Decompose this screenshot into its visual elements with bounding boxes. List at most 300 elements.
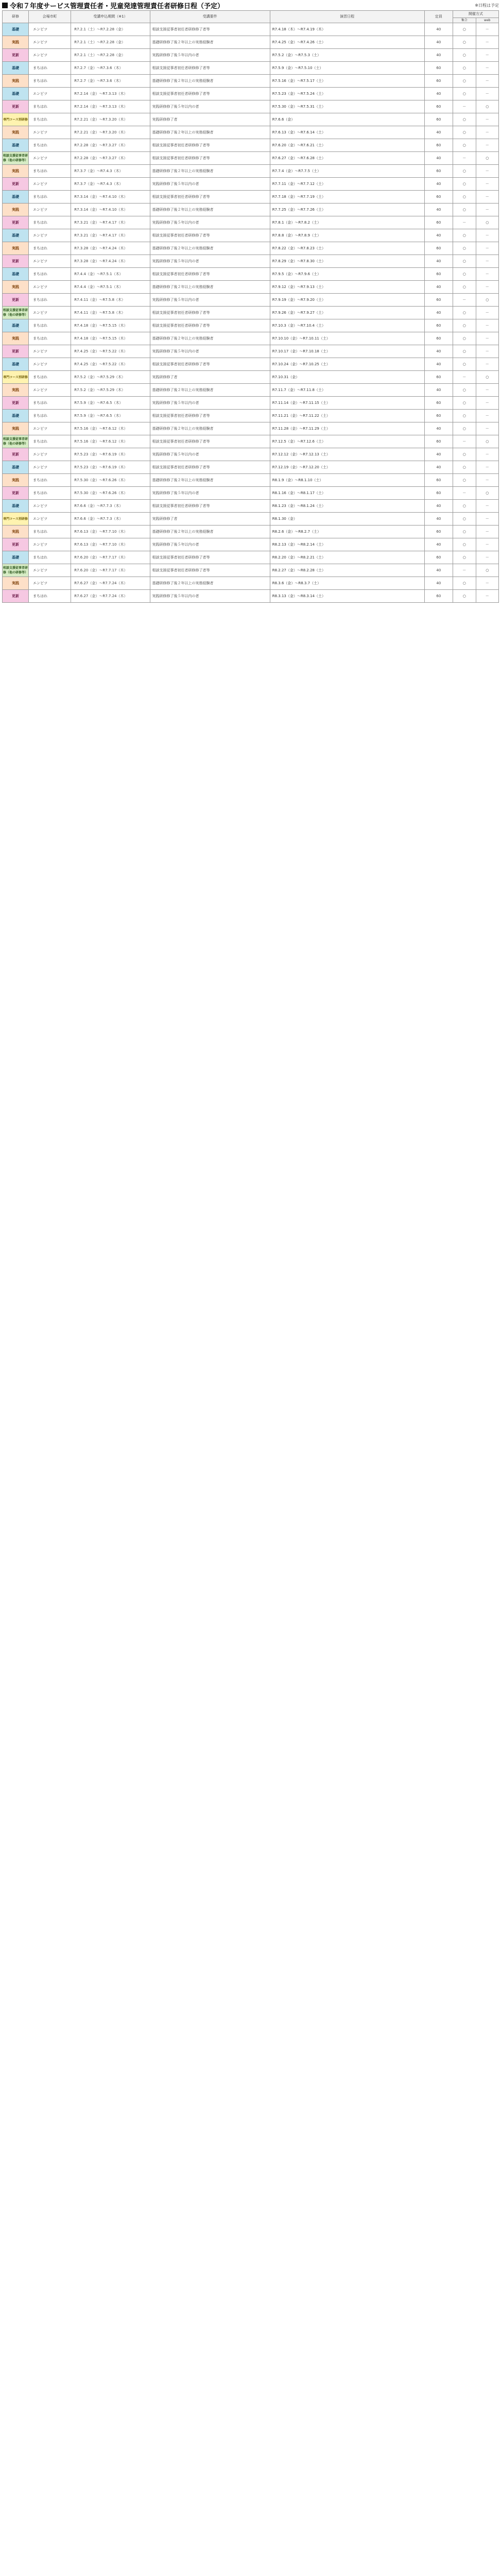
table-row	[3, 410, 499, 422]
format-a-cell: ○	[453, 281, 476, 294]
condition-cell: 相談支援従事者初任者研修修了者等	[150, 564, 270, 577]
city-cell: エンピツ	[29, 23, 71, 36]
table-row	[3, 113, 499, 126]
condition-cell: 相談支援従事者初任者研修修了者等	[150, 358, 270, 371]
condition-cell: 基礎研修修了後２年以上の実務経験者	[150, 526, 270, 538]
dates-cell: R7.10.17（金）～R7.10.18（土）	[270, 345, 424, 358]
category-cell: 更新	[3, 397, 29, 410]
condition-cell: 実践研修修了後５年以内の者	[150, 294, 270, 307]
city-cell: まちはれ	[29, 216, 71, 229]
schedule-table	[2, 10, 499, 603]
period-cell: R7.6.27（金）～R7.7.24（木）	[71, 590, 150, 603]
dates-cell: R7.11.7（金）～R7.11.8（土）	[270, 384, 424, 397]
category-cell: 実践	[3, 281, 29, 294]
dates-cell: R7.9.19（金）～R7.9.20（土）	[270, 294, 424, 307]
table-row	[3, 564, 499, 577]
table-row	[3, 487, 499, 500]
category-cell: 実践	[3, 422, 29, 435]
table-row	[3, 216, 499, 229]
dates-cell: R7.11.21（金）～R7.11.22（土）	[270, 410, 424, 422]
capacity-cell: 60	[424, 371, 453, 384]
col-capacity: 定員	[424, 11, 453, 23]
city-cell: まちはれ	[29, 165, 71, 178]
city-cell: まちはれ	[29, 139, 71, 152]
dates-cell: R7.4.25（金）～R7.4.26（土）	[270, 36, 424, 49]
format-b-cell: ○	[476, 487, 498, 500]
capacity-cell: 40	[424, 49, 453, 62]
period-cell: R7.3.7（金）～R7.4.3（木）	[71, 165, 150, 178]
category-cell: 相談支援従事者研修（他の研修等）	[3, 152, 29, 165]
dates-cell: R7.6.13（金）～R7.6.14（土）	[270, 126, 424, 139]
format-a-cell: ○	[453, 268, 476, 281]
category-cell: 相談支援従事者研修（他の研修等）	[3, 307, 29, 319]
city-cell: まちはれ	[29, 526, 71, 538]
capacity-cell: 60	[424, 474, 453, 487]
category-cell: 更新	[3, 294, 29, 307]
category-cell: 更新	[3, 100, 29, 113]
period-cell: R7.6.13（金）～R7.7.10（木）	[71, 538, 150, 551]
table-row	[3, 242, 499, 255]
capacity-cell: 60	[424, 410, 453, 422]
dates-cell: R7.9.5（金）～R7.9.6（土）	[270, 268, 424, 281]
period-cell: R7.3.28（金）～R7.4.24（木）	[71, 255, 150, 268]
period-cell: R7.2.1（土）～R7.2.28（金）	[71, 23, 150, 36]
dates-cell: R7.8.29（金）～R7.8.30（土）	[270, 255, 424, 268]
city-cell: エンピツ	[29, 358, 71, 371]
category-cell: 更新	[3, 255, 29, 268]
dates-cell: R7.10.24（金）～R7.10.25（土）	[270, 358, 424, 371]
table-row	[3, 513, 499, 526]
col-period: 受講申込期間（※1）	[71, 11, 150, 23]
category-cell: 基礎	[3, 62, 29, 75]
category-cell: 基礎	[3, 551, 29, 564]
city-cell: エンピツ	[29, 49, 71, 62]
dates-cell: R8.1.23（金）～R8.1.24（土）	[270, 500, 424, 513]
condition-cell: 基礎研修修了後２年以上の実務経験者	[150, 75, 270, 88]
format-a-cell: ○	[453, 307, 476, 319]
category-cell: 更新	[3, 590, 29, 603]
format-a-cell: ○	[453, 397, 476, 410]
format-b-cell: －	[476, 165, 498, 178]
format-a-cell: ○	[453, 126, 476, 139]
capacity-cell: 40	[424, 422, 453, 435]
period-cell: R7.2.28（金）～R7.3.27（木）	[71, 152, 150, 165]
condition-cell: 相談支援従事者初任者研修修了者等	[150, 551, 270, 564]
condition-cell: 相談支援従事者初任者研修修了者等	[150, 435, 270, 448]
table-row	[3, 500, 499, 513]
city-cell: エンピツ	[29, 152, 71, 165]
period-cell: R7.3.21（金）～R7.4.17（木）	[71, 229, 150, 242]
condition-cell: 基礎研修修了後２年以上の実務経験者	[150, 126, 270, 139]
period-cell: R7.3.14（金）～R7.4.10（木）	[71, 204, 150, 216]
format-b-cell: －	[476, 319, 498, 332]
format-a-cell: ○	[453, 500, 476, 513]
period-cell: R7.4.4（金）～R7.5.1（木）	[71, 281, 150, 294]
condition-cell: 基礎研修修了後２年以上の実務経験者	[150, 332, 270, 345]
table-row	[3, 448, 499, 461]
capacity-cell: 60	[424, 590, 453, 603]
table-row	[3, 204, 499, 216]
table-row	[3, 551, 499, 564]
period-cell: R7.6.6（金）～R7.7.3（木）	[71, 500, 150, 513]
category-cell: 専門コース別研修	[3, 513, 29, 526]
format-b-cell: －	[476, 538, 498, 551]
table-row	[3, 23, 499, 36]
category-cell: 実践	[3, 242, 29, 255]
capacity-cell: 60	[424, 268, 453, 281]
category-cell: 更新	[3, 345, 29, 358]
capacity-cell: 60	[424, 294, 453, 307]
table-row	[3, 307, 499, 319]
capacity-cell: 40	[424, 152, 453, 165]
condition-cell: 相談支援従事者初任者研修修了者等	[150, 191, 270, 204]
table-row	[3, 191, 499, 204]
city-cell: エンピツ	[29, 513, 71, 526]
period-cell: R7.5.23（金）～R7.6.19（木）	[71, 448, 150, 461]
format-b-cell: －	[476, 577, 498, 590]
table-row	[3, 371, 499, 384]
table-row	[3, 435, 499, 448]
category-cell: 実践	[3, 165, 29, 178]
table-row	[3, 384, 499, 397]
format-b-cell: －	[476, 204, 498, 216]
category-cell: 実践	[3, 36, 29, 49]
format-a-cell: －	[453, 435, 476, 448]
category-cell: 専門コース別研修	[3, 371, 29, 384]
period-cell: R7.6.27（金）～R7.7.24（木）	[71, 577, 150, 590]
city-cell: エンピツ	[29, 229, 71, 242]
dates-cell: R7.6.6（金）	[270, 113, 424, 126]
table-row	[3, 474, 499, 487]
category-cell: 更新	[3, 49, 29, 62]
format-a-cell: ○	[453, 590, 476, 603]
format-b-cell: －	[476, 178, 498, 191]
format-b-cell: ○	[476, 435, 498, 448]
city-cell: まちはれ	[29, 294, 71, 307]
table-row	[3, 358, 499, 371]
city-cell: まちはれ	[29, 191, 71, 204]
capacity-cell: 40	[424, 307, 453, 319]
dates-cell: R7.8.8（金）～R7.8.9（土）	[270, 229, 424, 242]
page-title: 令和７年度サービス管理責任者・児童発達管理責任者研修日程（予定）	[10, 2, 224, 10]
category-cell: 基礎	[3, 500, 29, 513]
period-cell: R7.5.16（金）～R7.6.12（木）	[71, 435, 150, 448]
period-cell: R7.2.1（土）～R7.2.28（金）	[71, 49, 150, 62]
col-format-a: 集合	[453, 18, 476, 23]
dates-cell: R7.5.2（金）～R7.5.3（土）	[270, 49, 424, 62]
condition-cell: 相談支援従事者初任者研修修了者等	[150, 410, 270, 422]
table-row	[3, 461, 499, 474]
dates-cell: R8.1.16（金）～R8.1.17（土）	[270, 487, 424, 500]
format-a-cell: －	[453, 100, 476, 113]
category-cell: 基礎	[3, 88, 29, 100]
city-cell: エンピツ	[29, 281, 71, 294]
format-b-cell: －	[476, 384, 498, 397]
city-cell: まちはれ	[29, 371, 71, 384]
table-row	[3, 88, 499, 100]
dates-cell: R8.2.20（金）～R8.2.21（土）	[270, 551, 424, 564]
condition-cell: 基礎研修修了後２年以上の実務経験者	[150, 422, 270, 435]
capacity-cell: 60	[424, 191, 453, 204]
table-row	[3, 397, 499, 410]
city-cell: エンピツ	[29, 461, 71, 474]
format-a-cell: －	[453, 371, 476, 384]
period-cell: R7.4.11（金）～R7.5.8（木）	[71, 307, 150, 319]
condition-cell: 実践研修修了者	[150, 113, 270, 126]
format-b-cell: －	[476, 551, 498, 564]
period-cell: R7.4.18（金）～R7.5.15（木）	[71, 319, 150, 332]
capacity-cell: 60	[424, 319, 453, 332]
format-b-cell: ○	[476, 294, 498, 307]
city-cell: エンピツ	[29, 384, 71, 397]
schedule-note: ※日程は予定	[475, 3, 499, 8]
dates-cell: R7.5.30（金）～R7.5.31（土）	[270, 100, 424, 113]
dates-cell: R7.9.26（金）～R7.9.27（土）	[270, 307, 424, 319]
dates-cell: R7.10.3（金）～R7.10.4（土）	[270, 319, 424, 332]
capacity-cell: 60	[424, 75, 453, 88]
condition-cell: 実践研修修了後５年以内の者	[150, 100, 270, 113]
condition-cell: 実践研修修了後５年以内の者	[150, 255, 270, 268]
format-b-cell: －	[476, 229, 498, 242]
format-a-cell: ○	[453, 165, 476, 178]
dates-cell: R7.8.1（金）～R7.8.2（土）	[270, 216, 424, 229]
dates-cell: R8.3.13（金）～R8.3.14（土）	[270, 590, 424, 603]
condition-cell: 相談支援従事者初任者研修修了者等	[150, 268, 270, 281]
format-a-cell: ○	[453, 422, 476, 435]
col-category: 研修	[3, 11, 29, 23]
title-bar	[2, 1, 499, 9]
format-a-cell: ○	[453, 319, 476, 332]
condition-cell: 基礎研修修了後２年以上の実務経験者	[150, 281, 270, 294]
capacity-cell: 40	[424, 448, 453, 461]
dates-cell: R8.2.27（金）～R8.2.28（土）	[270, 564, 424, 577]
condition-cell: 実践研修修了後５年以内の者	[150, 49, 270, 62]
city-cell: まちはれ	[29, 113, 71, 126]
city-cell: まちはれ	[29, 75, 71, 88]
period-cell: R7.3.28（金）～R7.4.24（木）	[71, 242, 150, 255]
capacity-cell: 40	[424, 384, 453, 397]
format-a-cell: ○	[453, 204, 476, 216]
format-a-cell: ○	[453, 75, 476, 88]
capacity-cell: 60	[424, 435, 453, 448]
city-cell: まちはれ	[29, 268, 71, 281]
category-cell: 基礎	[3, 319, 29, 332]
format-b-cell: ○	[476, 371, 498, 384]
condition-cell: 実践研修修了者	[150, 371, 270, 384]
format-b-cell: －	[476, 410, 498, 422]
format-b-cell: －	[476, 242, 498, 255]
capacity-cell: 60	[424, 100, 453, 113]
table-row	[3, 526, 499, 538]
period-cell: R7.5.30（金）～R7.6.26（木）	[71, 474, 150, 487]
capacity-cell: 60	[424, 551, 453, 564]
condition-cell: 相談支援従事者初任者研修修了者等	[150, 319, 270, 332]
category-cell: 基礎	[3, 191, 29, 204]
city-cell: まちはれ	[29, 487, 71, 500]
format-b-cell: －	[476, 23, 498, 36]
format-b-cell: －	[476, 500, 498, 513]
period-cell: R7.2.14（金）～R7.3.13（木）	[71, 88, 150, 100]
dates-cell: R7.7.25（金）～R7.7.26（土）	[270, 204, 424, 216]
condition-cell: 実践研修修了後５年以内の者	[150, 448, 270, 461]
condition-cell: 実践研修修了後５年以内の者	[150, 216, 270, 229]
format-b-cell: －	[476, 358, 498, 371]
capacity-cell: 60	[424, 139, 453, 152]
period-cell: R7.3.14（金）～R7.4.10（木）	[71, 191, 150, 204]
city-cell: エンピツ	[29, 178, 71, 191]
category-cell: 更新	[3, 538, 29, 551]
capacity-cell: 60	[424, 216, 453, 229]
condition-cell: 実践研修修了後５年以内の者	[150, 538, 270, 551]
period-cell: R7.4.18（金）～R7.5.15（木）	[71, 332, 150, 345]
table-row	[3, 178, 499, 191]
format-a-cell: ○	[453, 36, 476, 49]
format-a-cell: ○	[453, 113, 476, 126]
format-b-cell: ○	[476, 152, 498, 165]
format-b-cell: ○	[476, 564, 498, 577]
table-row	[3, 152, 499, 165]
format-a-cell: ○	[453, 384, 476, 397]
category-cell: 相談支援従事者研修（他の研修等）	[3, 564, 29, 577]
condition-cell: 相談支援従事者初任者研修修了者等	[150, 461, 270, 474]
condition-cell: 相談支援従事者初任者研修修了者等	[150, 139, 270, 152]
table-row	[3, 36, 499, 49]
condition-cell: 実践研修修了者	[150, 513, 270, 526]
format-b-cell: －	[476, 126, 498, 139]
capacity-cell: 60	[424, 332, 453, 345]
format-b-cell: －	[476, 268, 498, 281]
city-cell: まちはれ	[29, 62, 71, 75]
period-cell: R7.2.7（金）～R7.3.6（木）	[71, 75, 150, 88]
category-cell: 実践	[3, 577, 29, 590]
format-b-cell: －	[476, 191, 498, 204]
condition-cell: 実践研修修了後５年以内の者	[150, 178, 270, 191]
period-cell: R7.4.11（金）～R7.5.8（木）	[71, 294, 150, 307]
capacity-cell: 40	[424, 281, 453, 294]
condition-cell: 基礎研修修了後２年以上の実務経験者	[150, 165, 270, 178]
format-a-cell: ○	[453, 332, 476, 345]
period-cell: R7.2.28（金）～R7.3.27（木）	[71, 139, 150, 152]
table-header	[3, 11, 499, 23]
capacity-cell: 40	[424, 564, 453, 577]
period-cell: R7.5.2（金）～R7.5.29（木）	[71, 384, 150, 397]
period-cell: R7.4.4（金）～R7.5.1（木）	[71, 268, 150, 281]
format-a-cell: －	[453, 294, 476, 307]
city-cell: エンピツ	[29, 500, 71, 513]
condition-cell: 相談支援従事者初任者研修修了者等	[150, 88, 270, 100]
dates-cell: R8.1.30（金）	[270, 513, 424, 526]
col-format-b: web	[476, 18, 498, 23]
format-b-cell: －	[476, 397, 498, 410]
format-b-cell: －	[476, 461, 498, 474]
dates-cell: R7.10.10（金）～R7.10.11（土）	[270, 332, 424, 345]
format-a-cell: ○	[453, 538, 476, 551]
city-cell: エンピツ	[29, 577, 71, 590]
dates-cell: R7.5.16（金）～R7.5.17（土）	[270, 75, 424, 88]
category-cell: 更新	[3, 448, 29, 461]
format-b-cell: －	[476, 513, 498, 526]
dates-cell: R7.6.20（金）～R7.6.21（土）	[270, 139, 424, 152]
table-row	[3, 577, 499, 590]
format-b-cell: －	[476, 255, 498, 268]
dates-cell: R7.11.28（金）～R7.11.29（土）	[270, 422, 424, 435]
capacity-cell: 60	[424, 487, 453, 500]
format-a-cell: ○	[453, 242, 476, 255]
table-row	[3, 62, 499, 75]
format-b-cell: －	[476, 345, 498, 358]
period-cell: R7.5.23（金）～R7.6.19（木）	[71, 461, 150, 474]
condition-cell: 実践研修修了後５年以内の者	[150, 487, 270, 500]
capacity-cell: 60	[424, 113, 453, 126]
format-b-cell: －	[476, 62, 498, 75]
category-cell: 更新	[3, 178, 29, 191]
category-cell: 更新	[3, 487, 29, 500]
condition-cell: 基礎研修修了後２年以上の実務経験者	[150, 474, 270, 487]
capacity-cell: 40	[424, 358, 453, 371]
format-b-cell: －	[476, 590, 498, 603]
capacity-cell: 40	[424, 36, 453, 49]
period-cell: R7.3.7（金）～R7.4.3（木）	[71, 178, 150, 191]
table-row	[3, 281, 499, 294]
table-row	[3, 139, 499, 152]
dates-cell: R7.11.14（金）～R7.11.15（土）	[270, 397, 424, 410]
period-cell: R7.2.21（金）～R7.3.20（木）	[71, 126, 150, 139]
format-b-cell: －	[476, 113, 498, 126]
category-cell: 基礎	[3, 139, 29, 152]
category-cell: 実践	[3, 75, 29, 88]
format-b-cell: －	[476, 49, 498, 62]
capacity-cell: 60	[424, 526, 453, 538]
city-cell: エンピツ	[29, 255, 71, 268]
period-cell: R7.3.21（金）～R7.4.17（木）	[71, 216, 150, 229]
condition-cell: 相談支援従事者初任者研修修了者等	[150, 307, 270, 319]
format-a-cell: ○	[453, 49, 476, 62]
city-cell: まちはれ	[29, 397, 71, 410]
format-a-cell: －	[453, 152, 476, 165]
format-b-cell: －	[476, 422, 498, 435]
city-cell: まちはれ	[29, 474, 71, 487]
dates-cell: R8.2.6（金）～R8.2.7（土）	[270, 526, 424, 538]
category-cell: 相談支援従事者研修（他の研修等）	[3, 435, 29, 448]
table-row	[3, 165, 499, 178]
condition-cell: 実践研修修了後５年以内の者	[150, 345, 270, 358]
table-row	[3, 126, 499, 139]
capacity-cell: 60	[424, 62, 453, 75]
dates-cell: R7.12.5（金）～R7.12.6（土）	[270, 435, 424, 448]
format-a-cell: ○	[453, 461, 476, 474]
capacity-cell: 40	[424, 513, 453, 526]
category-cell: 基礎	[3, 23, 29, 36]
capacity-cell: 60	[424, 397, 453, 410]
category-cell: 実践	[3, 526, 29, 538]
city-cell: エンピツ	[29, 422, 71, 435]
period-cell: R7.2.7（金）～R7.3.6（木）	[71, 62, 150, 75]
table-row	[3, 319, 499, 332]
format-a-cell: ○	[453, 255, 476, 268]
city-cell: エンピツ	[29, 564, 71, 577]
format-b-cell: －	[476, 526, 498, 538]
category-cell: 基礎	[3, 268, 29, 281]
city-cell: まちはれ	[29, 551, 71, 564]
period-cell: R7.5.30（金）～R7.6.26（木）	[71, 487, 150, 500]
city-cell: エンピツ	[29, 345, 71, 358]
format-a-cell: ○	[453, 448, 476, 461]
dates-cell: R7.7.11（金）～R7.7.12（土）	[270, 178, 424, 191]
title-group	[2, 1, 224, 10]
col-city: 会場市町	[29, 11, 71, 23]
format-a-cell: ○	[453, 88, 476, 100]
table-row	[3, 590, 499, 603]
